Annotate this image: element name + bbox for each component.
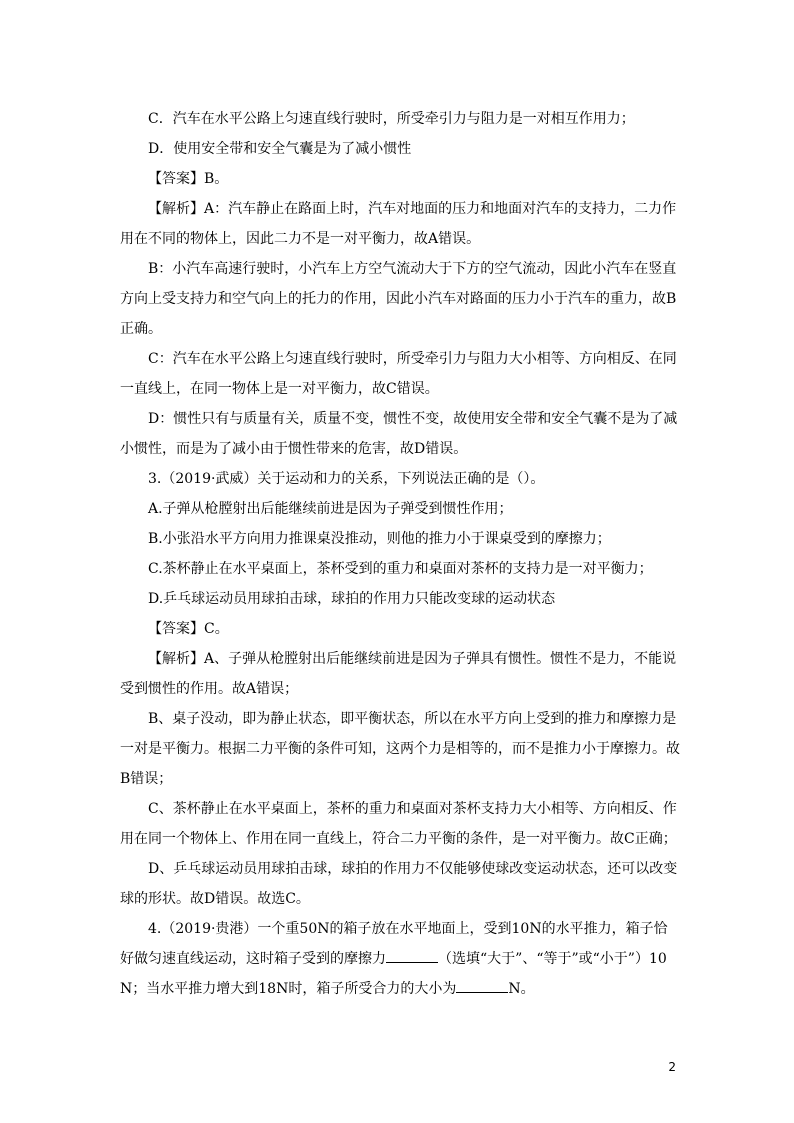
q3-stem: 3.（2019·武威）关于运动和力的关系，下列说法正确的是（）。 <box>148 471 545 487</box>
q3-analysis-b: B、桌子没动，即为静止状态，即平衡状态，所以在水平方向上受到的推力和摩擦力是一对是平衡力。根据二力平衡的条件可知，这两个力是相等的，而不是推力小于摩擦力。故B错误； <box>120 711 680 787</box>
q2-option-c: C．汽车在水平公路上匀速直线行驶时，所受牵引力与阻力是一对相互作用力； <box>148 111 635 127</box>
page-number: 2 <box>668 1060 676 1074</box>
q3-option-d: D.乒乓球运动员用球拍击球，球拍的作用力只能改变球的运动状态 <box>148 591 556 607</box>
q4-stem <box>120 914 680 1004</box>
q4-stem-part2: （选填“大于”、“等于”或“小于”）10N；当水平推力增大到18N时，箱子所受合力的大小为 <box>120 951 667 997</box>
q2-option-d: D．使用安全带和安全气囊是为了减小惯性 <box>148 141 412 157</box>
q2-analysis-a: 【解析】A：汽车静止在路面上时，汽车对地面的压力和地面对汽车的支持力，二力作用在不同的物体上，因此二力不是一对平衡力，故A错误。 <box>120 201 677 247</box>
q4-stem-part1: 4.（2019·贵港）一个重50N的箱子放在水平地面上，受到10N的水平推力，箱子恰好做匀速直线运动，这时箱子受到的摩擦力 <box>120 921 668 967</box>
page-content <box>120 104 680 1004</box>
q3-analysis-d: D、乒乓球运动员用球拍击球，球拍的作用力不仅能够使球改变运动状态，还可以改变球的形状。故D错误。故选C。 <box>120 861 678 907</box>
q4-blank-2[interactable] <box>456 978 508 993</box>
q2-analysis-b: B：小汽车高速行驶时，小汽车上方空气流动大于下方的空气流动，因此小汽车在竖直方向上受支持力和空气向上的托力的作用，因此小汽车对路面的压力小于汽车的重力，故B正确。 <box>120 261 677 337</box>
q3-analysis-c: C、茶杯静止在水平桌面上，茶杯的重力和桌面对茶杯支持力大小相等、方向相反、作用在同一个物体上、作用在同一直线上，符合二力平衡的条件，是一对平衡力。故C正确； <box>120 801 677 847</box>
q3-option-a: A.子弹从枪膛射出后能继续前进是因为子弹受到惯性作用； <box>148 501 513 517</box>
q4-blank-1[interactable] <box>386 948 438 963</box>
q3-answer: 【答案】C。 <box>148 621 229 637</box>
q3-analysis-a: 【解析】A、子弹从枪膛射出后能继续前进是因为子弹具有惯性。惯性不是力，不能说受到惯性的作用。故A错误； <box>120 651 677 697</box>
q2-analysis-c: C：汽车在水平公路上匀速直线行驶时，所受牵引力与阻力大小相等、方向相反、在同一直线上，在同一物体上是一对平衡力，故C错误。 <box>120 351 677 397</box>
q2-answer: 【答案】B。 <box>148 171 229 187</box>
q2-analysis-d: D：惯性只有与质量有关，质量不变，惯性不变，故使用安全带和安全气囊不是为了减小惯性，而是为了减小由于惯性带来的危害，故D错误。 <box>120 411 678 457</box>
q3-option-c: C.茶杯静止在水平桌面上，茶杯受到的重力和桌面对茶杯的支持力是一对平衡力； <box>148 561 653 577</box>
q4-stem-part3: N。 <box>508 981 535 997</box>
q3-option-b: B.小张沿水平方向用力推课桌没推动，则他的推力小于课桌受到的摩擦力； <box>148 531 611 547</box>
